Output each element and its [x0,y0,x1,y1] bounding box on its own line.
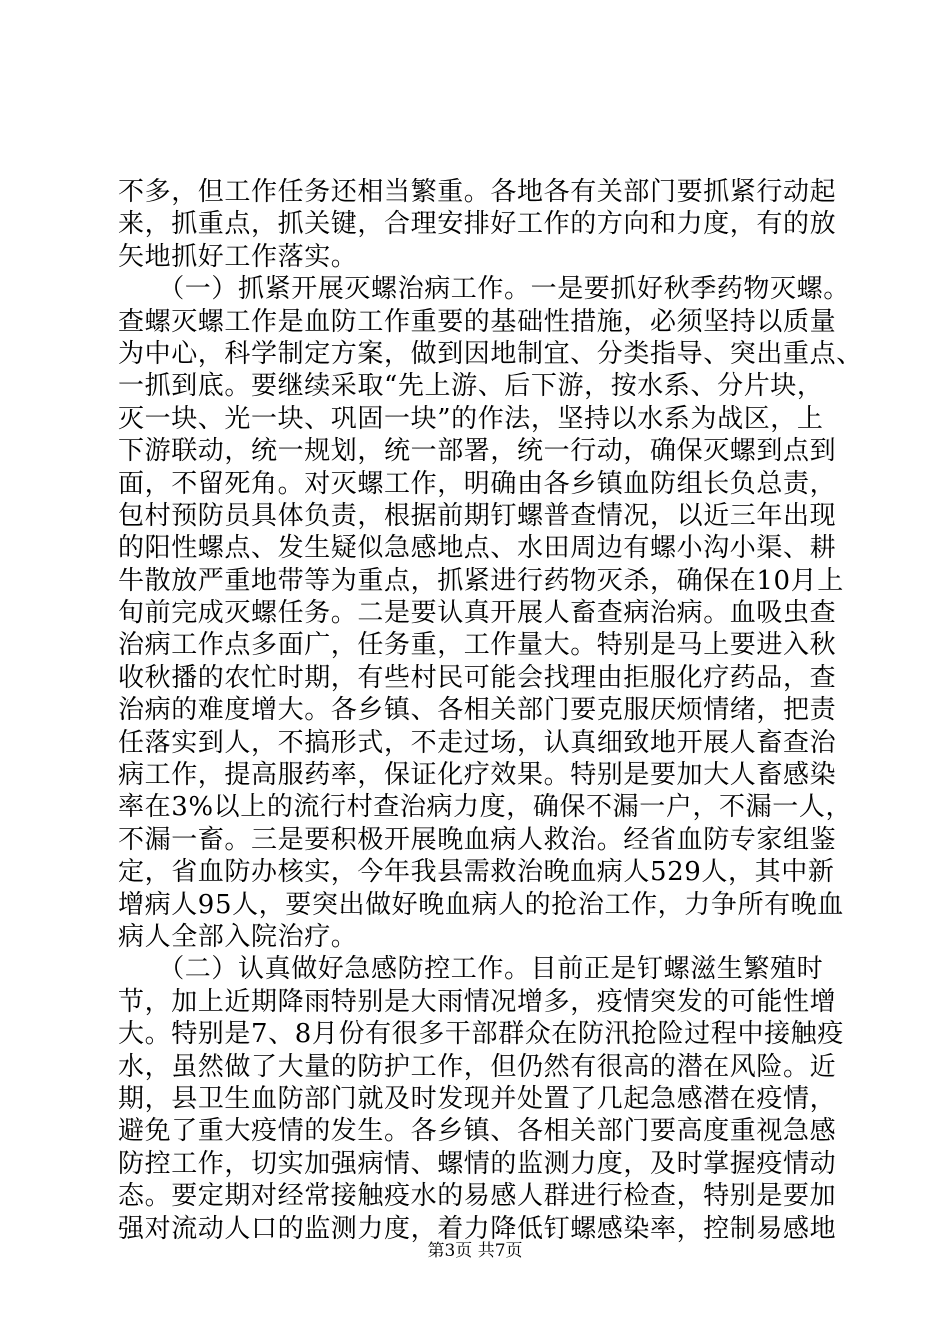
text-line: 牛散放严重地带等为重点，抓紧进行药物灭杀，确保在10月上 [118,565,844,596]
text-line: 大。特别是7、8月份有很多干部群众在防汛抢险过程中接触疫 [118,1019,844,1050]
text-line: 旬前完成灭螺任务。二是要认真开展人畜查病治病。血吸虫查 [118,598,837,629]
text-line: 矢地抓好工作落实。 [118,241,358,272]
text-line: 率在3%以上的流行村查治病力度，确保不漏一户，不漏一人， [118,792,853,823]
text-line: 不多，但工作任务还相当繁重。各地各有关部门要抓紧行动起 [118,177,837,207]
text-line: 包村预防员具体负责，根据前期钉螺普查情况，以近三年出现 [118,500,837,531]
page-footer: 第3页 共7页 [427,1241,523,1261]
text-line: 一抓到底。要继续采取“先上游、后下游，按水系、分片块， [118,371,824,402]
text-line: 治病工作点多面广，任务重，工作量大。特别是马上要进入秋 [118,630,837,661]
section-heading-line: （一）抓紧开展灭螺治病工作。一是要抓好秋季药物灭螺。 [118,274,850,305]
text-line: 节，加上近期降雨特别是大雨情况增多，疫情突发的可能性增 [118,986,837,1017]
text-line: 病工作，提高服药率，保证化疗效果。特别是要加大人畜感染 [118,760,837,791]
text-line: 强对流动人口的监测力度，着力降低钉螺感染率，控制易感地 [118,1213,837,1244]
text-line: 态。要定期对经常接触疫水的易感人群进行检查，特别是要加 [118,1181,837,1212]
text-line: 收秋播的农忙时期，有些村民可能会找理由拒服化疗药品，查 [118,662,837,693]
section-heading-line: （二）认真做好急感防控工作。目前正是钉螺滋生繁殖时 [118,954,824,985]
text-line: 下游联动，统一规划，统一部署，统一行动，确保灭螺到点到 [118,436,837,467]
text-line: 为中心，科学制定方案，做到因地制宜、分类指导、突出重点、 [118,338,863,369]
text-line: 病人全部入院治疗。 [118,921,358,952]
text-line: 水，虽然做了大量的防护工作，但仍然有很高的潜在风险。近 [118,1051,837,1082]
text-line: 不漏一畜。三是要积极开展晚血病人救治。经省血防专家组鉴 [118,824,837,855]
text-line: 的阳性螺点、发生疑似急感地点、水田周边有螺小沟小渠、耕 [118,533,837,564]
text-line: 面，不留死角。对灭螺工作，明确由各乡镇血防组长负总责， [118,468,837,499]
text-line: 期，县卫生血防部门就及时发现并处置了几起急感潜在疫情， [118,1083,837,1114]
text-line: 增病人95人，要突出做好晚血病人的抢治工作，力争所有晚血 [118,889,844,920]
text-line: 定，省血防办核实，今年我县需救治晚血病人529人，其中新 [118,857,835,888]
text-line: 来，抓重点，抓关键，合理安排好工作的方向和力度，有的放 [118,209,837,240]
text-line: 治病的难度增大。各乡镇、各相关部门要克服厌烦情绪，把责 [118,695,837,726]
text-line: 灭一块、光一块、巩固一块”的作法，坚持以水系为战区，上 [118,403,824,434]
text-line: 任落实到人，不搞形式，不走过场，认真细致地开展人畜查治 [118,727,837,758]
text-line: 防控工作，切实加强病情、螺情的监测力度，及时掌握疫情动 [118,1148,837,1179]
text-line: 查螺灭螺工作是血防工作重要的基础性措施，必须坚持以质量 [118,306,837,337]
document-body [118,176,863,1245]
text-line: 避免了重大疫情的发生。各乡镇、各相关部门要高度重视急感 [118,1116,837,1147]
